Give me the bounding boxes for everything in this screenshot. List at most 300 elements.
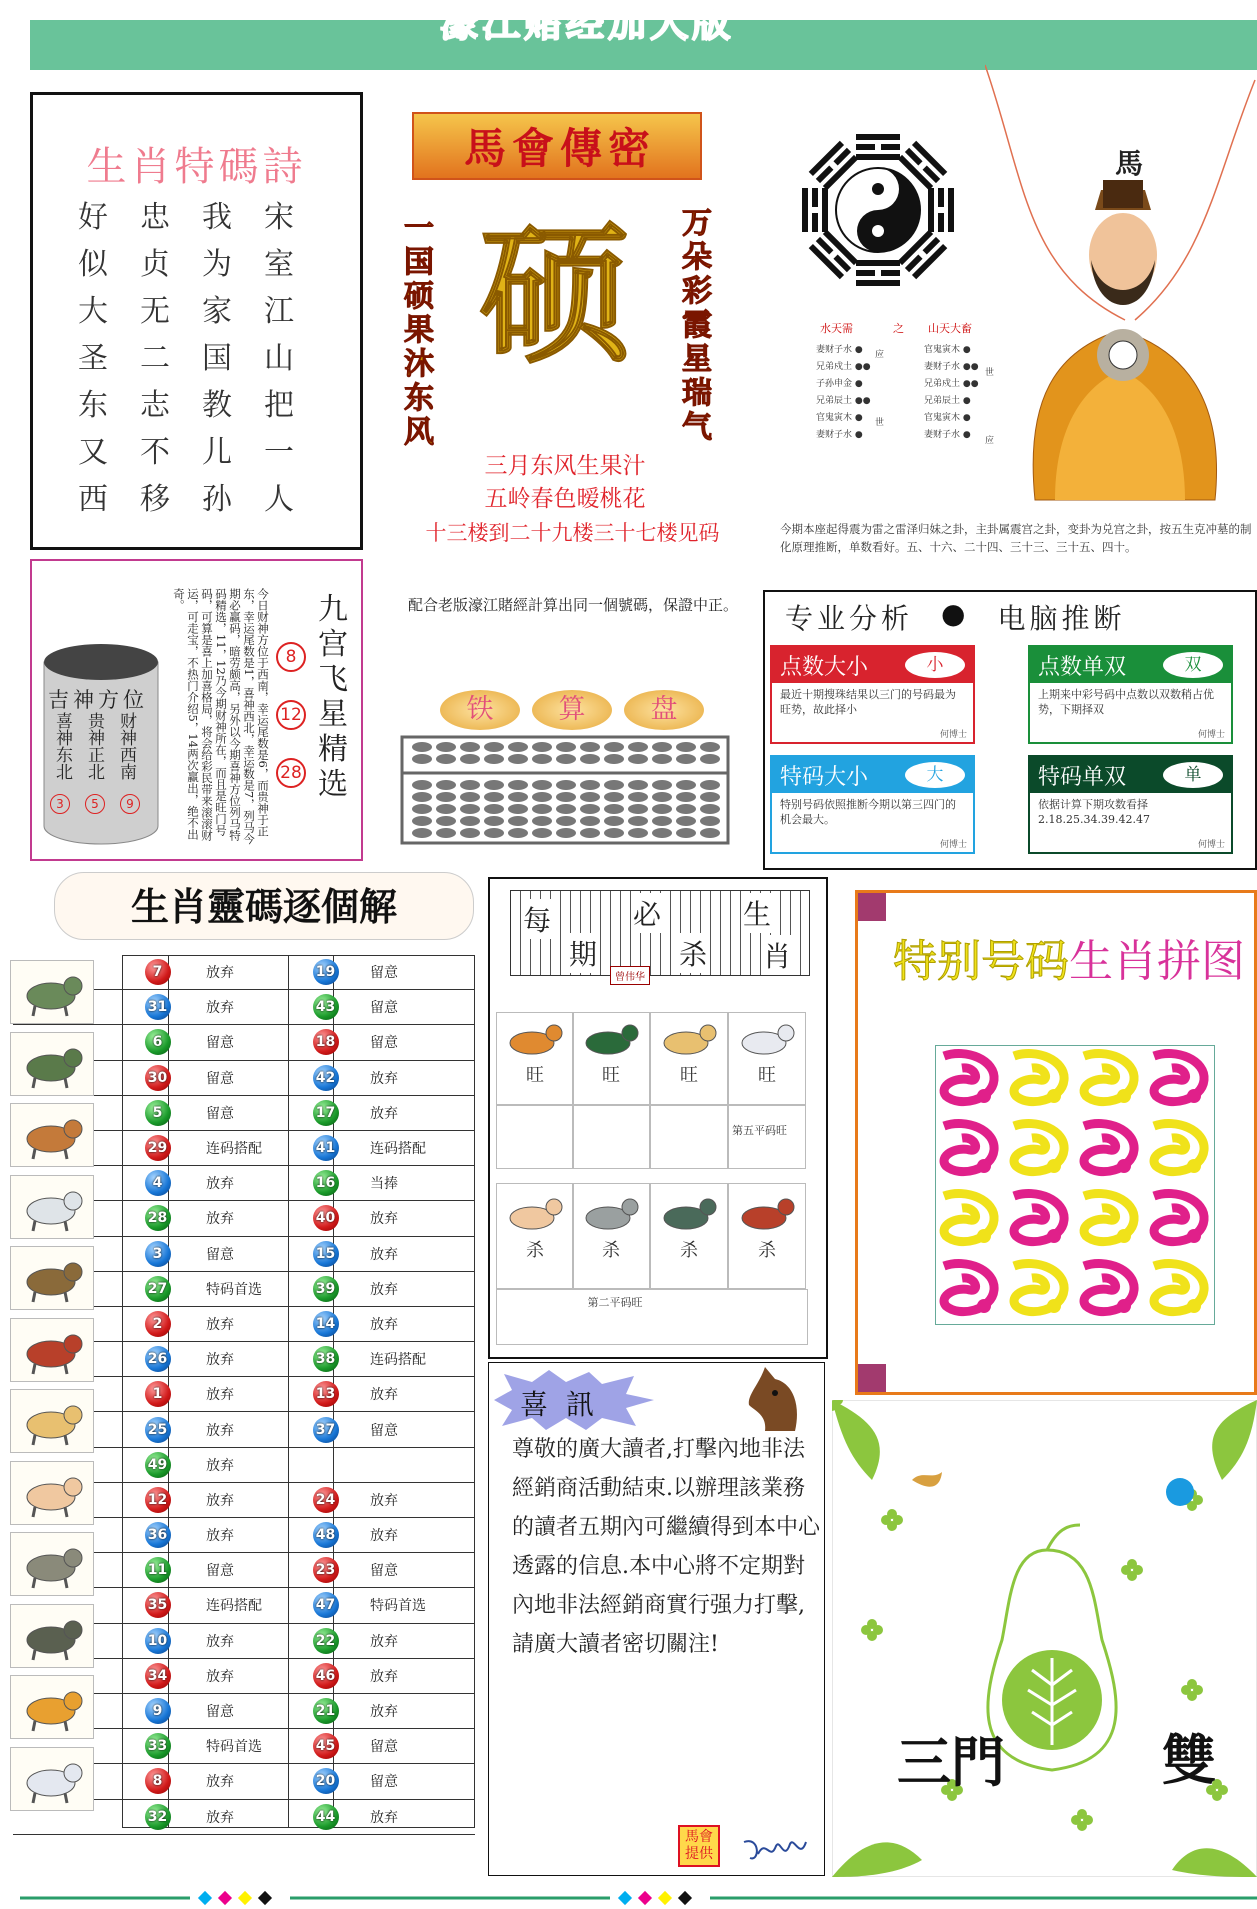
number-ball: 24 bbox=[313, 1487, 339, 1513]
zodiac-advice: 连码搭配 bbox=[370, 1352, 426, 1369]
nine-palace-title bbox=[318, 592, 348, 802]
horse-club-right-char: 万 bbox=[682, 206, 712, 241]
puzzle-tile bbox=[936, 1116, 1004, 1184]
analysis-card-pill: 单 bbox=[1163, 762, 1223, 788]
number-ball: 46 bbox=[313, 1663, 339, 1689]
kill-note-bottom: 第二平码旺 bbox=[587, 1296, 643, 1309]
number-ball: 8 bbox=[145, 1768, 171, 1794]
hexagram-line: 官鬼寅木 ● bbox=[924, 345, 971, 355]
number-ball: 15 bbox=[313, 1241, 339, 1267]
zodiac-advice: 留意 bbox=[206, 1035, 234, 1052]
horse-club-banner bbox=[412, 112, 702, 180]
zodiac-advice: 放弃 bbox=[370, 1668, 398, 1685]
poem-column bbox=[140, 200, 170, 517]
number-ball: 38 bbox=[313, 1346, 339, 1372]
hexagram-left-title: 水天需 bbox=[820, 322, 853, 335]
analysis-card-title: 点数单双 bbox=[1038, 654, 1127, 680]
zodiac-cell bbox=[303, 1417, 348, 1443]
poem-char: 我 bbox=[202, 200, 232, 235]
number-ball: 48 bbox=[313, 1522, 339, 1548]
kill-label: 旺 bbox=[526, 1065, 544, 1086]
nine-palace-text: 今日财神方位于西南，幸运尾数是6，而贵神于正东，幸运尾数是1，喜神西北，幸运数是7，列马今期必赢码，暗劳颇高，另外以今期喜神方位列马特码精选，11，12乃今期财神所在，而且是旺门号码，可算是喜上加喜格局，将会给彩民带来滚滚财运，可走宝，不热门介绍5，14两次赢出，绝不出奇。 bbox=[172, 588, 270, 845]
header-title-char: 濠 bbox=[440, 1, 479, 45]
zodiac-advice: 特码首选 bbox=[206, 1281, 262, 1298]
hexagram-marker-4: 应 bbox=[985, 436, 995, 446]
drum-column: 财神西南 bbox=[116, 712, 136, 780]
number-ball: 29 bbox=[145, 1135, 171, 1161]
analysis-card-pill: 小 bbox=[905, 652, 965, 678]
header-title-char: 大 bbox=[650, 1, 689, 45]
analysis-card-head bbox=[1030, 757, 1231, 793]
special-puzzle-title bbox=[893, 925, 1245, 989]
poem-char: 无 bbox=[140, 294, 170, 329]
zodiac-cell bbox=[135, 959, 180, 985]
poem-char: 又 bbox=[78, 435, 108, 470]
kill-cell-empty bbox=[572, 1105, 650, 1169]
kill-label: 杀 bbox=[602, 1240, 620, 1261]
nine-palace-title-char: 精 bbox=[318, 732, 348, 767]
hexagram-line: 妻财子水 ●● bbox=[924, 362, 979, 372]
analysis-card bbox=[770, 755, 975, 854]
hexagram-right bbox=[924, 320, 979, 444]
horse-club-banner-char: 密 bbox=[608, 124, 651, 173]
hexagram-line: 子孙申金 ● bbox=[816, 379, 863, 389]
number-ball: 13 bbox=[313, 1381, 339, 1407]
zodiac-advice: 连码搭配 bbox=[206, 1141, 262, 1158]
poem-char: 西 bbox=[78, 482, 108, 517]
zodiac-advice: 留意 bbox=[206, 1563, 234, 1580]
number-ball: 43 bbox=[313, 994, 339, 1020]
poem-char: 孙 bbox=[202, 482, 232, 517]
header-title-char: 加 bbox=[608, 1, 647, 45]
kill-label: 杀 bbox=[680, 1240, 698, 1261]
number-ball: 33 bbox=[145, 1733, 171, 1759]
zodiac-advice: 留意 bbox=[370, 1774, 398, 1791]
zodiac-advice: 放弃 bbox=[206, 1492, 234, 1509]
number-ball: 1 bbox=[145, 1381, 171, 1407]
zodiac-advice: 放弃 bbox=[206, 1774, 234, 1791]
zodiac-cell bbox=[303, 1276, 348, 1302]
poem-column bbox=[78, 200, 108, 517]
hexagram-marker-2: 世 bbox=[875, 418, 885, 428]
zodiac-advice: 放弃 bbox=[370, 1316, 398, 1333]
number-ball: 2 bbox=[145, 1311, 171, 1337]
horse-club-right-char: 朵 bbox=[682, 240, 712, 275]
number-ball: 19 bbox=[313, 959, 339, 985]
zodiac-advice: 留意 bbox=[206, 1704, 234, 1721]
nine-palace-number: 8 bbox=[276, 642, 306, 672]
zodiac-advice: 放弃 bbox=[206, 1422, 234, 1439]
zodiac-advice: 留意 bbox=[370, 1035, 398, 1052]
puzzle-tile bbox=[1076, 1186, 1144, 1254]
rat-icon bbox=[10, 1532, 94, 1596]
zodiac-advice: 放弃 bbox=[206, 1668, 234, 1685]
zodiac-advice: 留意 bbox=[370, 1563, 398, 1580]
zodiac-cell bbox=[303, 1241, 348, 1267]
puzzle-tile bbox=[1076, 1116, 1144, 1184]
hexagram-right-lines bbox=[924, 342, 979, 444]
analysis-card-body: 依据计算下期攻数看择2.18.25.34.39.42.47 bbox=[1038, 798, 1150, 826]
poem-char: 圣 bbox=[78, 341, 108, 376]
zodiac-advice: 放弃 bbox=[206, 1633, 234, 1650]
zodiac-advice: 放弃 bbox=[206, 1211, 234, 1228]
poem-char: 国 bbox=[202, 341, 232, 376]
number-ball: 41 bbox=[313, 1135, 339, 1161]
number-ball: 47 bbox=[313, 1592, 339, 1618]
horse-club-banner-char: 傳 bbox=[560, 124, 603, 173]
kill-cell-empty bbox=[650, 1105, 728, 1169]
zodiac-cell bbox=[303, 1135, 348, 1161]
analysis-card-sign: 何博士 bbox=[939, 730, 967, 740]
signature-icon bbox=[740, 1834, 810, 1864]
analysis-card-head bbox=[1030, 647, 1231, 683]
number-ball: 5 bbox=[145, 1100, 171, 1126]
zodiac-advice: 留意 bbox=[370, 1000, 398, 1017]
zodiac-cell bbox=[303, 994, 348, 1020]
analysis-card-head bbox=[772, 757, 973, 793]
nine-palace-title-char: 飞 bbox=[318, 662, 348, 697]
analysis-title bbox=[785, 597, 1125, 637]
horse-club-left-char: 硕 bbox=[404, 279, 434, 314]
zodiac-advice: 特码首选 bbox=[370, 1598, 426, 1615]
zodiac-advice: 放弃 bbox=[206, 1352, 234, 1369]
special-puzzle-title-b: 生肖拼图 bbox=[1069, 936, 1245, 987]
kill-cell-bottom bbox=[496, 1183, 574, 1289]
poem-char: 江 bbox=[264, 294, 294, 329]
footer-divider bbox=[20, 1890, 1257, 1906]
kill-title-char: 杀 bbox=[677, 933, 709, 973]
sage-figure-image bbox=[985, 60, 1257, 510]
hexagram-left bbox=[816, 320, 871, 444]
dragon-icon bbox=[10, 960, 94, 1024]
header-title-char: 赌 bbox=[524, 1, 563, 45]
puzzle-tile bbox=[936, 1186, 1004, 1254]
analysis-card-pill: 双 bbox=[1163, 652, 1223, 678]
kill-cell-top bbox=[650, 1012, 728, 1105]
zodiac-cell bbox=[135, 1557, 180, 1583]
horse-club-right-char: 彩 bbox=[682, 274, 712, 309]
zodiac-cell bbox=[303, 1733, 348, 1759]
nine-palace-number: 12 bbox=[276, 700, 306, 730]
nine-palace-number: 28 bbox=[276, 758, 306, 788]
hexagram-marker-1: 应 bbox=[875, 350, 885, 360]
kill-title-char: 必 bbox=[631, 893, 663, 933]
puzzle-tile bbox=[1146, 1186, 1214, 1254]
analysis-card-body: 最近十期搜珠结果以三门的号码最为旺势，故此择小 bbox=[780, 688, 956, 716]
drum-number: 9 bbox=[120, 794, 140, 814]
kill-cell-bottom bbox=[728, 1183, 806, 1289]
zodiac-cell bbox=[303, 1100, 348, 1126]
bagua-note: 今期本座起得震为雷之雷泽归妹之卦，主卦属震宫之卦，变卦为兑宫之卦，按五生克冲墓的制化原理推断，单数看好。五、十六、二十四、三十三、三十五、四十。 bbox=[780, 522, 1252, 554]
hexagram-line: 官鬼寅木 ● bbox=[816, 413, 863, 423]
number-ball: 10 bbox=[145, 1628, 171, 1654]
kill-cell-empty bbox=[496, 1105, 574, 1169]
abacus-title-char: 盘 bbox=[624, 690, 704, 730]
horse-club-verse-2: 五岭春色暧桃花 bbox=[484, 486, 646, 512]
pear-image bbox=[832, 1400, 1257, 1877]
number-ball: 7 bbox=[145, 959, 171, 985]
zodiac-cell bbox=[303, 1205, 348, 1231]
hexagram-line: 妻财子水 ● bbox=[924, 430, 971, 440]
zodiac-cell bbox=[135, 1592, 180, 1618]
zodiac-cell bbox=[135, 1522, 180, 1548]
zodiac-advice: 放弃 bbox=[370, 1492, 398, 1509]
poem-char: 移 bbox=[140, 482, 170, 517]
zodiac-cell bbox=[135, 1065, 180, 1091]
analysis-title-left: 专业分析 bbox=[785, 602, 914, 635]
number-ball: 49 bbox=[145, 1452, 171, 1478]
kill-table-author: 曾伟华 bbox=[610, 966, 650, 985]
horse-club-right-char: 霞 bbox=[682, 308, 712, 343]
number-ball: 32 bbox=[145, 1804, 171, 1830]
horse-club-right-verse bbox=[682, 207, 712, 445]
hexagram-line: 兄弟辰土 ●● bbox=[816, 396, 871, 406]
poem-char: 忠 bbox=[140, 200, 170, 235]
zodiac-advice: 放弃 bbox=[370, 1704, 398, 1721]
zodiac-advice: 放弃 bbox=[206, 1000, 234, 1017]
number-ball: 44 bbox=[313, 1804, 339, 1830]
zodiac-cell bbox=[135, 1241, 180, 1267]
analysis-card-sign: 何博士 bbox=[1197, 840, 1225, 850]
goat-icon bbox=[10, 1175, 94, 1239]
number-ball: 42 bbox=[313, 1065, 339, 1091]
kill-label: 杀 bbox=[526, 1240, 544, 1261]
puzzle-tile bbox=[1146, 1046, 1214, 1114]
zodiac-cell bbox=[135, 1628, 180, 1654]
kill-label: 旺 bbox=[680, 1065, 698, 1086]
header-title bbox=[440, 0, 730, 46]
poem-char: 为 bbox=[202, 247, 232, 282]
number-ball: 25 bbox=[145, 1417, 171, 1443]
number-ball: 27 bbox=[145, 1276, 171, 1302]
zodiac-cell bbox=[303, 1557, 348, 1583]
zodiac-cell bbox=[135, 1381, 180, 1407]
poem-column bbox=[264, 200, 294, 517]
zodiac-advice: 放弃 bbox=[370, 1528, 398, 1545]
zodiac-advice: 放弃 bbox=[206, 1457, 234, 1474]
zodiac-cell bbox=[135, 994, 180, 1020]
number-ball: 37 bbox=[313, 1417, 339, 1443]
analysis-card-body: 特别号码依照推断今期以第三四门的机会最大。 bbox=[780, 798, 956, 826]
abacus-title-char: 铁 bbox=[440, 690, 520, 730]
poem-title: 生肖特碼詩 bbox=[86, 144, 307, 190]
hexagram-line: 妻财子水 ● bbox=[816, 430, 863, 440]
zodiac-advice: 放弃 bbox=[370, 1211, 398, 1228]
zodiac-advice: 留意 bbox=[370, 965, 398, 982]
poem-char: 教 bbox=[202, 388, 232, 423]
abacus-image bbox=[400, 735, 730, 845]
nine-palace-title-char: 星 bbox=[318, 697, 348, 732]
zodiac-advice: 放弃 bbox=[370, 1633, 398, 1650]
drum-number: 3 bbox=[50, 794, 70, 814]
zodiac-advice: 放弃 bbox=[370, 1387, 398, 1404]
horse-title-char: 馬 bbox=[1115, 147, 1144, 180]
zodiac-advice: 留意 bbox=[206, 1105, 234, 1122]
puzzle-tile bbox=[1006, 1186, 1074, 1254]
special-puzzle-grid bbox=[935, 1045, 1215, 1325]
number-ball: 6 bbox=[145, 1029, 171, 1055]
hexagram-line: 官鬼寅木 ● bbox=[924, 413, 971, 423]
zodiac-cell bbox=[303, 1804, 348, 1830]
zodiac-advice: 放弃 bbox=[206, 1809, 234, 1826]
horse-club-left-char: 风 bbox=[404, 415, 434, 450]
hexagram-connector: 之 bbox=[893, 322, 904, 335]
poem-char: 室 bbox=[264, 247, 294, 282]
number-ball: 4 bbox=[145, 1170, 171, 1196]
ox-icon bbox=[10, 1604, 94, 1668]
nine-palace-title-char: 九 bbox=[318, 592, 348, 627]
number-ball: 21 bbox=[313, 1698, 339, 1724]
puzzle-tile bbox=[1146, 1116, 1214, 1184]
poem-char: 家 bbox=[202, 294, 232, 329]
zodiac-cell bbox=[135, 1311, 180, 1337]
zodiac-cell bbox=[135, 1768, 180, 1794]
zodiac-cell bbox=[135, 1346, 180, 1372]
horse-club-left-char: 果 bbox=[404, 313, 434, 348]
pear-label-right: 雙 bbox=[1162, 1729, 1216, 1792]
drum-number: 5 bbox=[85, 794, 105, 814]
zodiac-cell bbox=[303, 1487, 348, 1513]
zodiac-advice: 放弃 bbox=[206, 1387, 234, 1404]
analysis-card bbox=[1028, 645, 1233, 744]
zodiac-advice: 当捧 bbox=[370, 1176, 398, 1193]
zodiac-cell bbox=[135, 1698, 180, 1724]
zodiac-advice: 放弃 bbox=[206, 1528, 234, 1545]
number-ball: 18 bbox=[313, 1029, 339, 1055]
pear-label-left: 三門 bbox=[897, 1731, 1005, 1794]
horse-club-verse-3: 十三楼到二十九楼三十七楼见码 bbox=[425, 521, 720, 545]
number-ball: 23 bbox=[313, 1557, 339, 1583]
poem-char: 好 bbox=[78, 200, 108, 235]
poem-char: 不 bbox=[140, 435, 170, 470]
zodiac-cell bbox=[135, 1205, 180, 1231]
zodiac-advice: 放弃 bbox=[206, 1316, 234, 1333]
zodiac-cell bbox=[135, 1029, 180, 1055]
kill-table-title bbox=[510, 890, 810, 976]
poem-char: 人 bbox=[264, 482, 294, 517]
dog-icon bbox=[10, 1389, 94, 1453]
zodiac-advice: 放弃 bbox=[370, 1070, 398, 1087]
bagua-icon bbox=[798, 130, 958, 290]
analysis-card bbox=[770, 645, 975, 744]
zodiac-cell bbox=[303, 959, 348, 985]
zodiac-advice: 特码首选 bbox=[206, 1739, 262, 1756]
number-ball: 16 bbox=[313, 1170, 339, 1196]
analysis-card-title: 特码单双 bbox=[1038, 764, 1127, 790]
tiger-icon bbox=[10, 1675, 94, 1739]
horse-club-left-char: 沐 bbox=[404, 347, 434, 382]
analysis-card bbox=[1028, 755, 1233, 854]
puzzle-tile bbox=[1076, 1256, 1144, 1324]
zodiac-cell bbox=[303, 1065, 348, 1091]
number-ball: 12 bbox=[145, 1487, 171, 1513]
horse-club-right-char: 瑞 bbox=[682, 376, 712, 411]
zodiac-cell bbox=[135, 1276, 180, 1302]
horse-club-right-char: 气 bbox=[682, 410, 712, 445]
drum-column: 贵神正北 bbox=[84, 712, 104, 780]
kill-title-char: 生 bbox=[741, 893, 773, 933]
header-title-char: 版 bbox=[692, 1, 731, 45]
zodiac-cell bbox=[303, 1029, 348, 1055]
zodiac-cell bbox=[135, 1487, 180, 1513]
abacus-title-char: 算 bbox=[532, 690, 612, 730]
poem-char: 贞 bbox=[140, 247, 170, 282]
poem-char: 宋 bbox=[264, 200, 294, 235]
zodiac-advice: 连码搭配 bbox=[370, 1141, 426, 1158]
kill-cell-bottom bbox=[650, 1183, 728, 1289]
kill-cell-top bbox=[572, 1012, 650, 1105]
news-stamp: 馬會提供 bbox=[678, 1825, 720, 1867]
number-ball: 22 bbox=[313, 1628, 339, 1654]
number-ball: 17 bbox=[313, 1100, 339, 1126]
analysis-title-dot: ● bbox=[941, 597, 970, 630]
news-body: 尊敬的廣大讀者,打擊內地非法經銷商活動結束.以辦理該業務的讀者五期內可繼續得到本中心透露的信息.本中心將不定期對內地非法經銷商實行强力打擊,請廣大讀者密切關注! bbox=[512, 1437, 821, 1657]
puzzle-tile bbox=[1006, 1116, 1074, 1184]
special-puzzle-title-a: 特别号码 bbox=[893, 936, 1069, 987]
analysis-title-right: 电脑推断 bbox=[997, 602, 1126, 635]
puzzle-tile bbox=[1006, 1046, 1074, 1114]
analysis-card-sign: 何博士 bbox=[939, 840, 967, 850]
number-ball: 45 bbox=[313, 1733, 339, 1759]
zodiac-cell bbox=[135, 1170, 180, 1196]
horse-club-left-char: 一 bbox=[404, 211, 434, 246]
kill-note-top: 第五平码旺 bbox=[732, 1124, 787, 1137]
kill-cell-bottom bbox=[572, 1183, 650, 1289]
number-ball: 20 bbox=[313, 1768, 339, 1794]
puzzle-tile bbox=[1006, 1256, 1074, 1324]
zodiac-cell bbox=[135, 1100, 180, 1126]
number-ball: 30 bbox=[145, 1065, 171, 1091]
kill-cell-empty bbox=[728, 1105, 806, 1169]
poem-char: 儿 bbox=[202, 435, 232, 470]
header-title-char: 江 bbox=[482, 1, 521, 45]
poem-char: 山 bbox=[264, 341, 294, 376]
hexagram-line: 兄弟戍土 ●● bbox=[816, 362, 871, 372]
zodiac-cell bbox=[303, 1346, 348, 1372]
analysis-card-title: 点数大小 bbox=[780, 654, 869, 680]
zodiac-advice: 留意 bbox=[206, 1246, 234, 1263]
number-ball: 35 bbox=[145, 1592, 171, 1618]
zodiac-cell bbox=[135, 1452, 180, 1478]
hexagram-line: 兄弟辰土 ● bbox=[924, 396, 971, 406]
poem-box bbox=[30, 92, 363, 550]
number-ball: 28 bbox=[145, 1205, 171, 1231]
number-ball: 34 bbox=[145, 1663, 171, 1689]
hexagram-left-lines bbox=[816, 342, 871, 444]
zodiac-advice: 放弃 bbox=[206, 1176, 234, 1193]
zodiac-advice: 连码搭配 bbox=[206, 1598, 262, 1615]
horse-club-banner-char: 會 bbox=[511, 124, 554, 173]
number-ball: 40 bbox=[313, 1205, 339, 1231]
number-ball: 14 bbox=[313, 1311, 339, 1337]
abacus-title bbox=[440, 690, 704, 730]
horse-club-right-char: 星 bbox=[682, 342, 712, 377]
monkey-icon bbox=[10, 1246, 94, 1310]
puzzle-tile bbox=[936, 1046, 1004, 1114]
nine-palace-title-char: 宫 bbox=[318, 627, 348, 662]
number-ball: 11 bbox=[145, 1557, 171, 1583]
horse-club-verse-1: 三月东风生果汁 bbox=[484, 453, 646, 479]
poem-grid bbox=[78, 200, 294, 517]
drum-image bbox=[42, 640, 160, 846]
nine-palace-title-char: 选 bbox=[318, 767, 348, 802]
horse-club-left-char: 东 bbox=[404, 381, 434, 416]
zodiac-cell bbox=[303, 1768, 348, 1794]
drum-numbers bbox=[50, 794, 140, 814]
poem-char: 似 bbox=[78, 247, 108, 282]
analysis-card-body: 上期来中彩号码中点数以双数稍占优势，下期择双 bbox=[1038, 688, 1214, 716]
zodiac-cell bbox=[303, 1628, 348, 1654]
